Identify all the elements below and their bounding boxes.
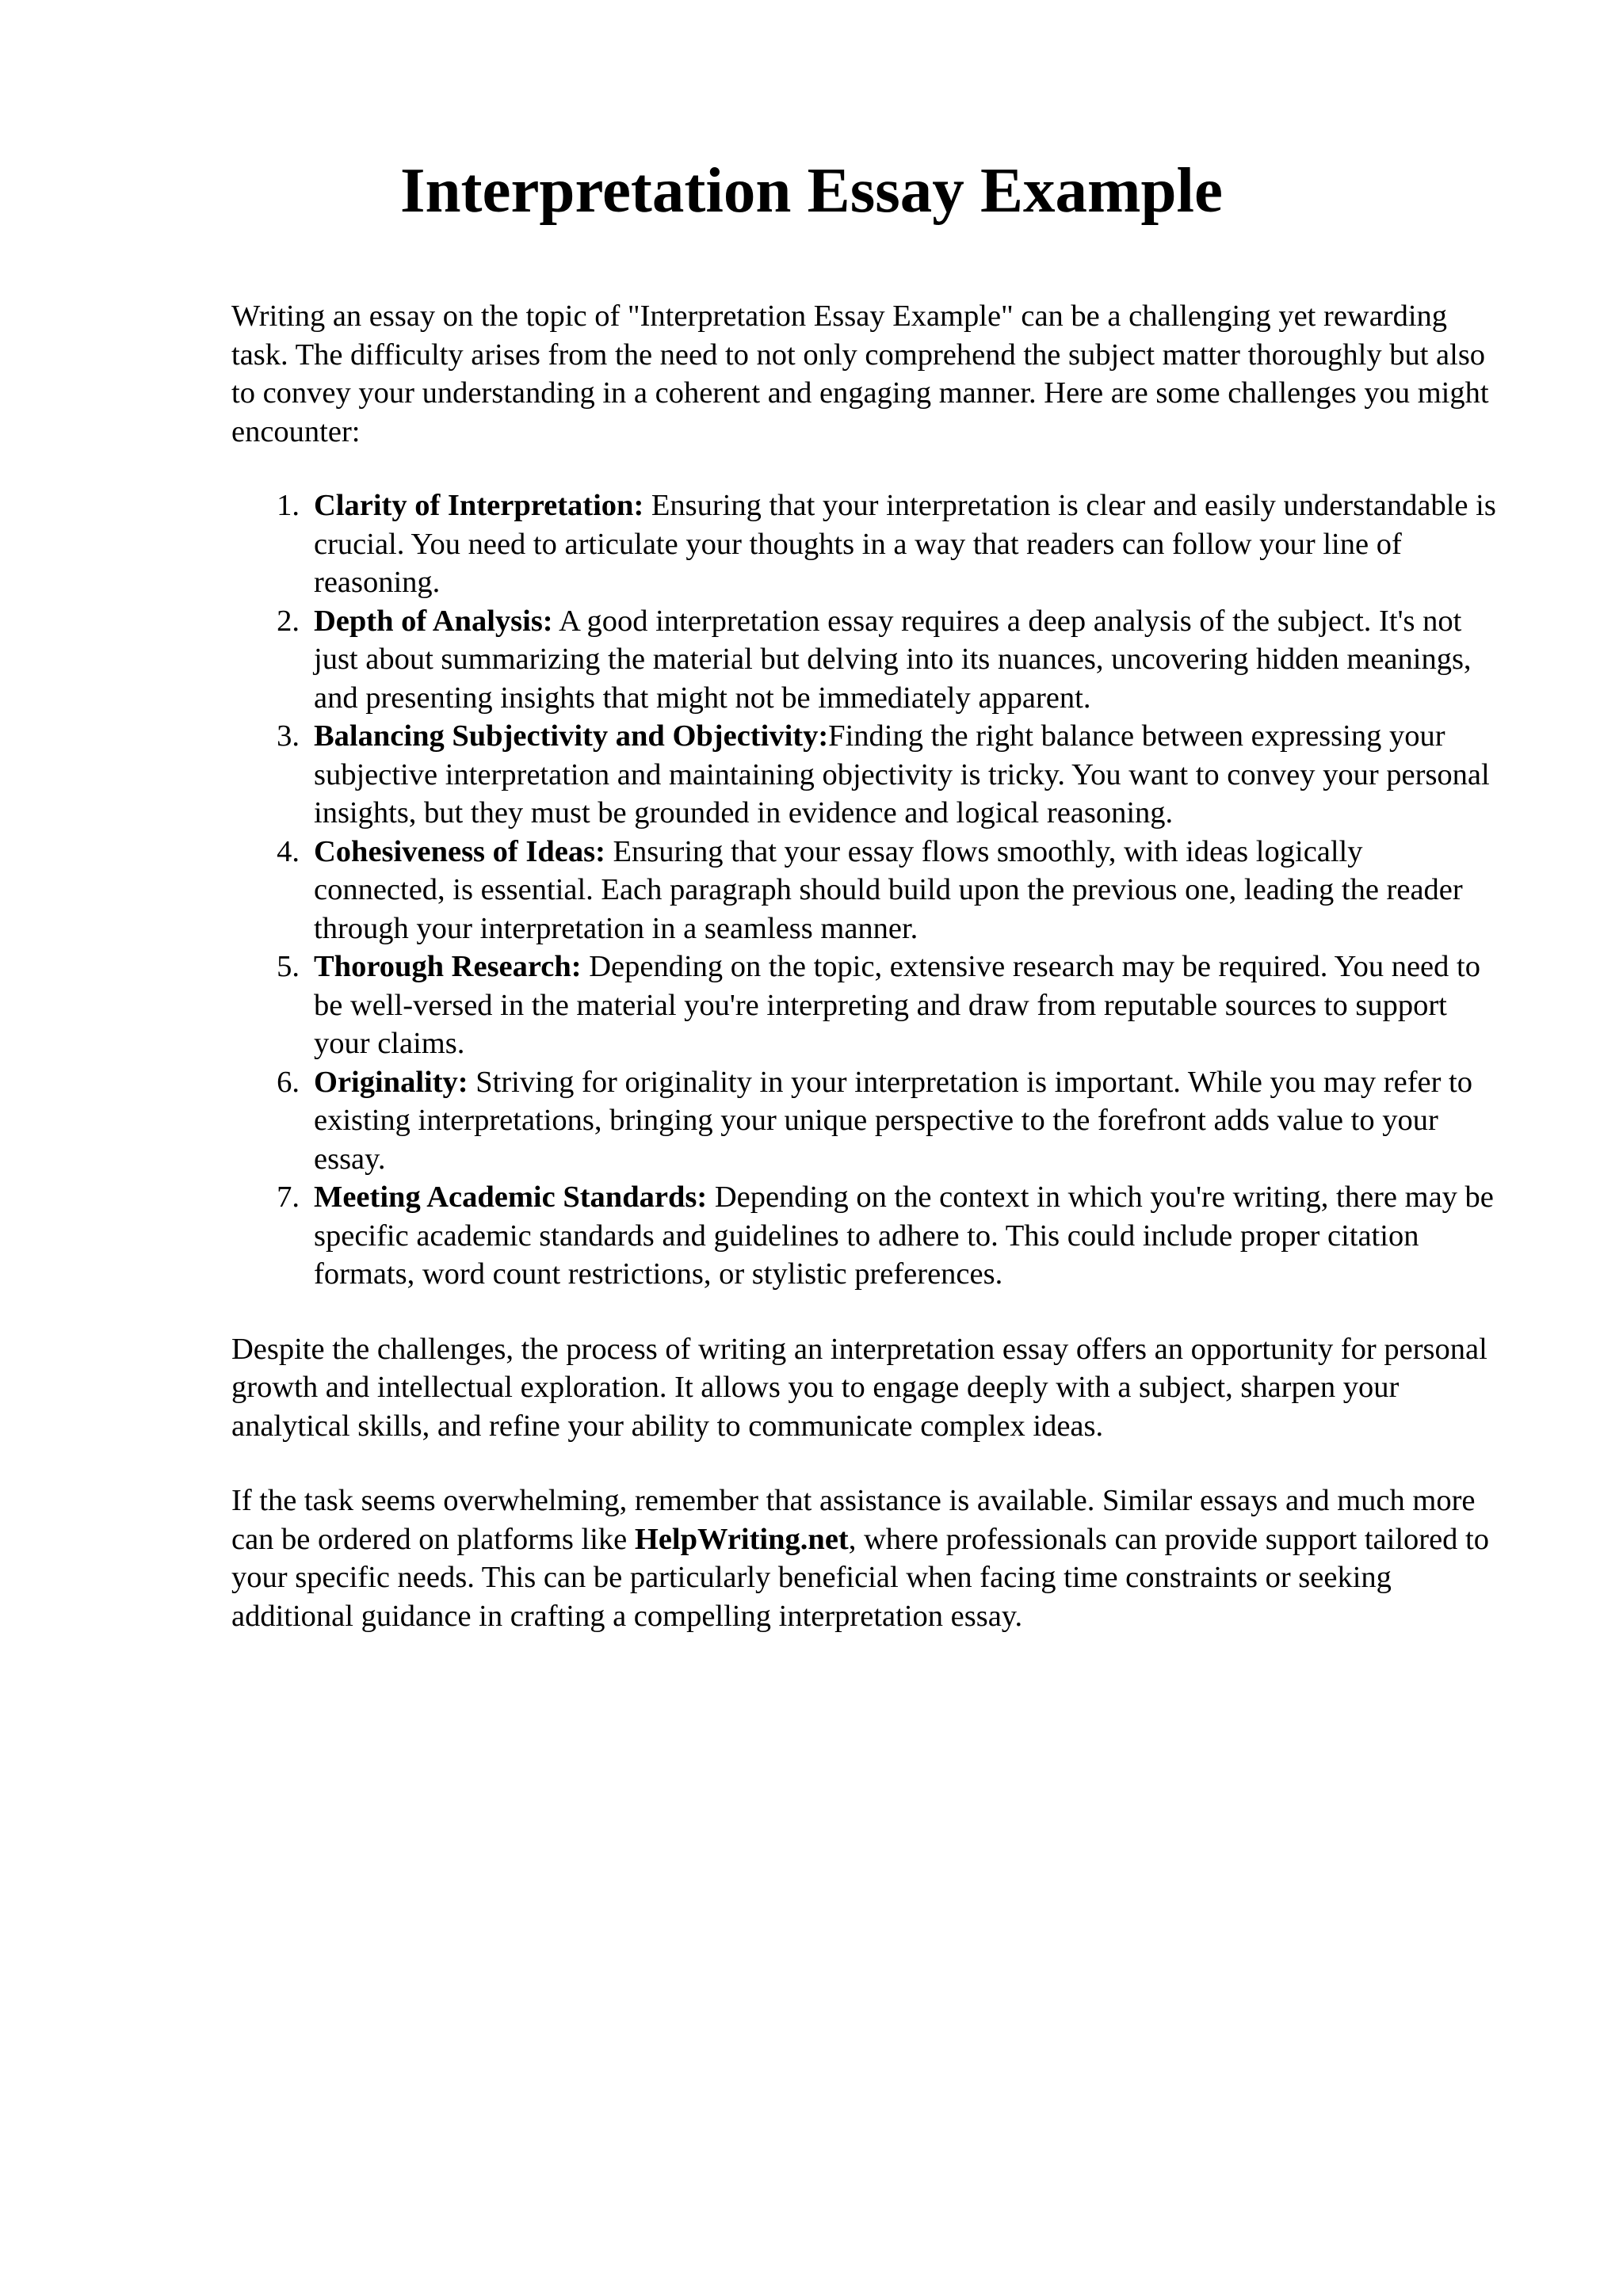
list-item-text: Finding the right balance between expressing your subjective interpretation and maintaining objectivity is tricky. You want to convey your personal insights, but they must be grounded in evidence and logical reasoning. [314, 719, 1490, 830]
challenges-list [231, 486, 1499, 1294]
list-item-term: Clarity of Interpretation: [314, 489, 644, 522]
document-title: Interpretation Essay Example [399, 154, 1223, 226]
helpwriting-brand-link[interactable]: HelpWriting.net [634, 1522, 849, 1556]
list-item-text: Ensuring that your essay flows smoothly, with ideas logically connected, is essential. Each paragraph should build upon the previous one, leading the reader through your interpretation in a seamless manner. [314, 834, 1463, 945]
list-item [314, 602, 1499, 718]
list-item-text: Ensuring that your interpretation is clear and easily understandable is crucial. You need to articulate your thoughts in a way that readers can follow your line of reasoning. [314, 489, 1496, 599]
list-item-text: Striving for originality in your interpretation is important. While you may refer to existing interpretations, bringing your unique perspective to the forefront adds value to your essay. [314, 1065, 1473, 1176]
list-item [314, 717, 1499, 833]
list-item-text: A good interpretation essay requires a deep analysis of the subject. It's not just about summarizing the material but delving into its nuances, uncovering hidden meanings, and presenting insights that might not be immediately apparent. [314, 604, 1472, 715]
document-body [231, 297, 1499, 1635]
list-item [314, 1063, 1499, 1179]
list-item [314, 833, 1499, 948]
list-item-term: Meeting Academic Standards: [314, 1180, 708, 1214]
closing-paragraph [231, 1482, 1499, 1635]
closing-text-after: , where professionals can provide support tailored to your specific needs. This can be particularly beneficial when facing time constraints or seeking additional guidance in crafting a compelling interpretation essay. [231, 1522, 1490, 1633]
list-item [314, 1178, 1499, 1294]
intro-paragraph: Writing an essay on the topic of "Interpretation Essay Example" can be a challenging yet rewarding task. The difficulty arises from the need to not only comprehend the subject matter thoroughly but also to convey your understanding in a coherent and engaging manner. Here are some challenges you might encounter: [231, 299, 1489, 448]
list-item-term: Depth of Analysis: [314, 604, 553, 638]
closing-text-before: If the task seems overwhelming, remember that assistance is available. Similar essays and much more can be ordered on platforms like [231, 1484, 1476, 1556]
list-item-term: Thorough Research: [314, 950, 582, 983]
conclusion-paragraph: Despite the challenges, the process of writing an interpretation essay offers an opportunity for personal growth and intellectual exploration. It allows you to engage deeply with a subject, sharpen your analytical skills, and refine your ability to communicate complex ideas. [231, 1332, 1487, 1443]
list-item-text: Depending on the topic, extensive research may be required. You need to be well-versed in the material you're interpreting and draw from reputable sources to support your claims. [314, 950, 1480, 1060]
list-item-term: Balancing Subjectivity and Objectivity: [314, 719, 829, 753]
list-item-term: Cohesiveness of Ideas: [314, 834, 605, 868]
list-item [314, 948, 1499, 1063]
list-item-text: Depending on the context in which you're writing, there may be specific academic standards and guidelines to adhere to. This could include proper citation formats, word count restrictions, or stylistic preferences. [314, 1180, 1494, 1291]
list-item-term: Originality: [314, 1065, 468, 1099]
list-item [314, 486, 1499, 602]
